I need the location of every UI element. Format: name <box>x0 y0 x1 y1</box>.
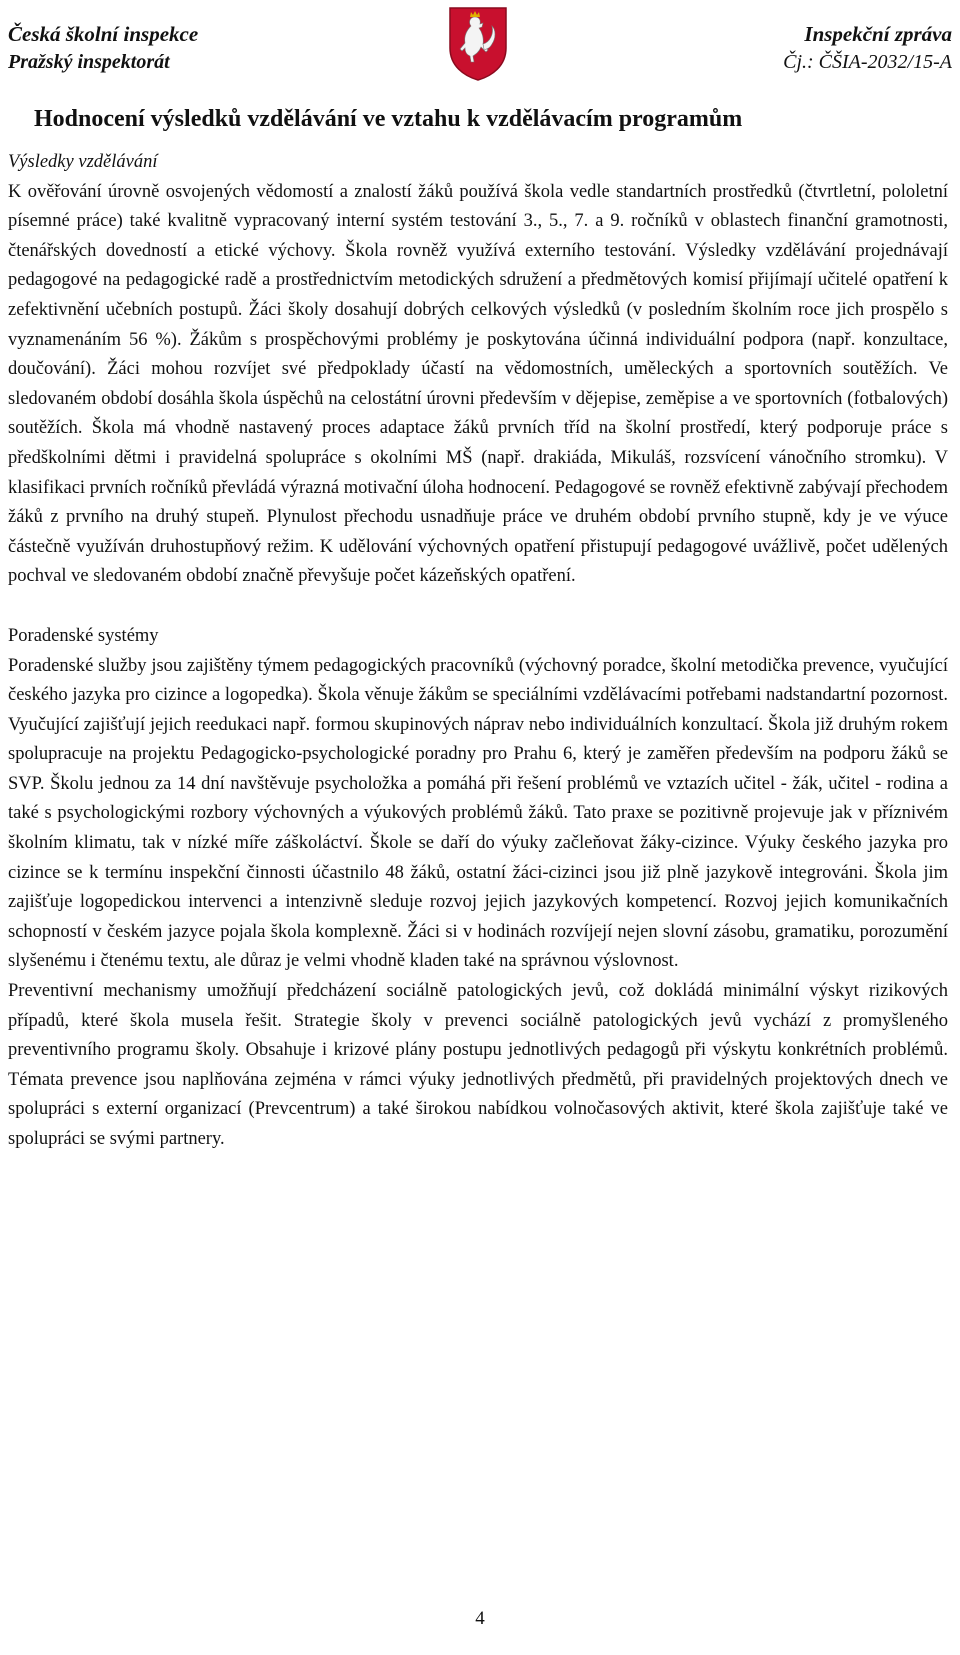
results-paragraph: K ověřování úrovně osvojených vědomostí a znalostí žáků používá škola vedle standartních prostředků (čtvrtletní, pololetní písemné práce) také kvalitně vypracovaný interní systém testování 3., 5., 7. a 9. ročníků v oblastech finanční gramotnosti, čtenářských dovedností a etické výchovy. Škola rovněž využívá externího testování. Výsledky vzdělávání projednávají pedagogové na pedagogické radě a prostřednictvím metodických sdružení a předmětových komisí přijímají učitelé opatření k zefektivnění učebních postupů. Žáci školy dosahují dobrých celkových výsledků (v posledním školním roce jich prospělo s vyznamenáním 56 %). Žákům s prospěchovými problémy je poskytována účinná individuální podpora (např. konzultace, doučování). Žáci mohou rozvíjet své předpoklady účastí na vědomostních, uměleckých a sportovních soutěžích. Ve sledovaném období dosáhla škola úspěchů na celostátní úrovni především v dějepise, zeměpise a ve sportovních (fotbalových) soutěžích. Škola má vhodně nastavený proces adaptace žáků prvních tříd na školní prostředí, který podporuje práce s předškolními dětmi i pravidelná spolupráce s okolními MŠ (např. drakiáda, Mikuláš, rozsvícení vánočního stromku). V klasifikaci prvních ročníků převládá výrazná motivační úloha hodnocení. Pedagogové se rovněž efektivně zabývají přechodem žáků z prvního na druhý stupeň. Plynulost přechodu usnadňuje práce ve druhém období prvního stupně, kdy je ve výuce částečně využíván druhostupňový režim. K udělování výchovných opatření přistupují pedagogové uvážlivě, počet udělených pochval ve sledovaném období značně převyšuje počet kázeňských opatření. <box>8 181 948 587</box>
section-heading-results: Výsledky vzdělávání <box>8 152 158 172</box>
header-inspectorate: Pražský inspektorát <box>8 51 170 73</box>
page-title: Hodnocení výsledků vzdělávání ve vztahu k vzdělávacím programům <box>34 106 743 132</box>
header-right <box>783 20 952 76</box>
document-body <box>8 148 948 1155</box>
report-type: Inspekční zpráva <box>804 22 952 46</box>
header-left <box>8 20 198 76</box>
page-number: 4 <box>475 1608 485 1629</box>
header-institution: Česká školní inspekce <box>8 22 199 46</box>
czech-coat-of-arms-icon <box>446 4 510 82</box>
counseling-paragraph-2: Preventivní mechanismy umožňují předcházení sociálně patologických jevů, což dokládá minimální výskyt rizikových případů, které škola musela řešit. Strategie školy v prevenci sociálně patologických jevů vychází z promyšleného preventivního programu školy. Obsahuje i krizové plány postupu jednotlivých pedagogů při výskytu konkrétních problémů. Témata prevence jsou naplňována zejména v rámci výuky jednotlivých předmětů, při pravidelných projektových dnech ve spolupráci s externí organizací (Prevcentrum) a také širokou nabídkou volnočasových aktivit, které škola zajišťuje také ve spolupráci se svými partnery. <box>8 981 948 1149</box>
counseling-paragraph-1: Poradenské služby jsou zajištěny týmem pedagogických pracovníků (výchovný poradce, školní metodička prevence, vyučující českého jazyka pro cizince a logopedka). Škola věnuje žákům se speciálními vzdělávacími potřebami nadstandartní pozornost. Vyučující zajišťují jejich reedukaci např. formou skupinových náprav nebo individuálních konzultací. Škola již druhým rokem spolupracuje na projektu Pedagogicko-psychologické poradny pro Prahu 6, který je zaměřen především na podporu žáků se SVP. Školu jednou za 14 dní navštěvuje psycholožka a pomáhá při řešení problémů ve vztazích učitel - žák, učitel - rodina a také s psychologickými rozbory výchovných a výukových problémů žáků. Tato praxe se pozitivně projevuje jak v příznivém školním klimatu, tak v nízké míře záškoláctví. Škole se daří do výuky začleňovat žáky-cizince. Výuky českého jazyka pro cizince se k termínu inspekční činnosti účastnilo 48 žáků, ostatní žáci-cizinci jsou již plně jazykově integrováni. Škola jim zajišťuje logopedickou intervenci a intenzivně sleduje rozvoj jejich jazykových kompetencí. Rozvoj jejich komunikačních schopností v českém jazyce pojala škola komplexně. Žáci si v hodinách rozvíjejí nejen slovní zásobu, gramatiku, porozumění slyšenému i čtenému textu, ale důraz je velmi vhodně kladen také na správnou výslovnost. <box>8 655 948 972</box>
reference-number: Čj.: ČŠIA-2032/15-A <box>783 51 952 73</box>
section-heading-counseling: Poradenské systémy <box>8 625 159 646</box>
